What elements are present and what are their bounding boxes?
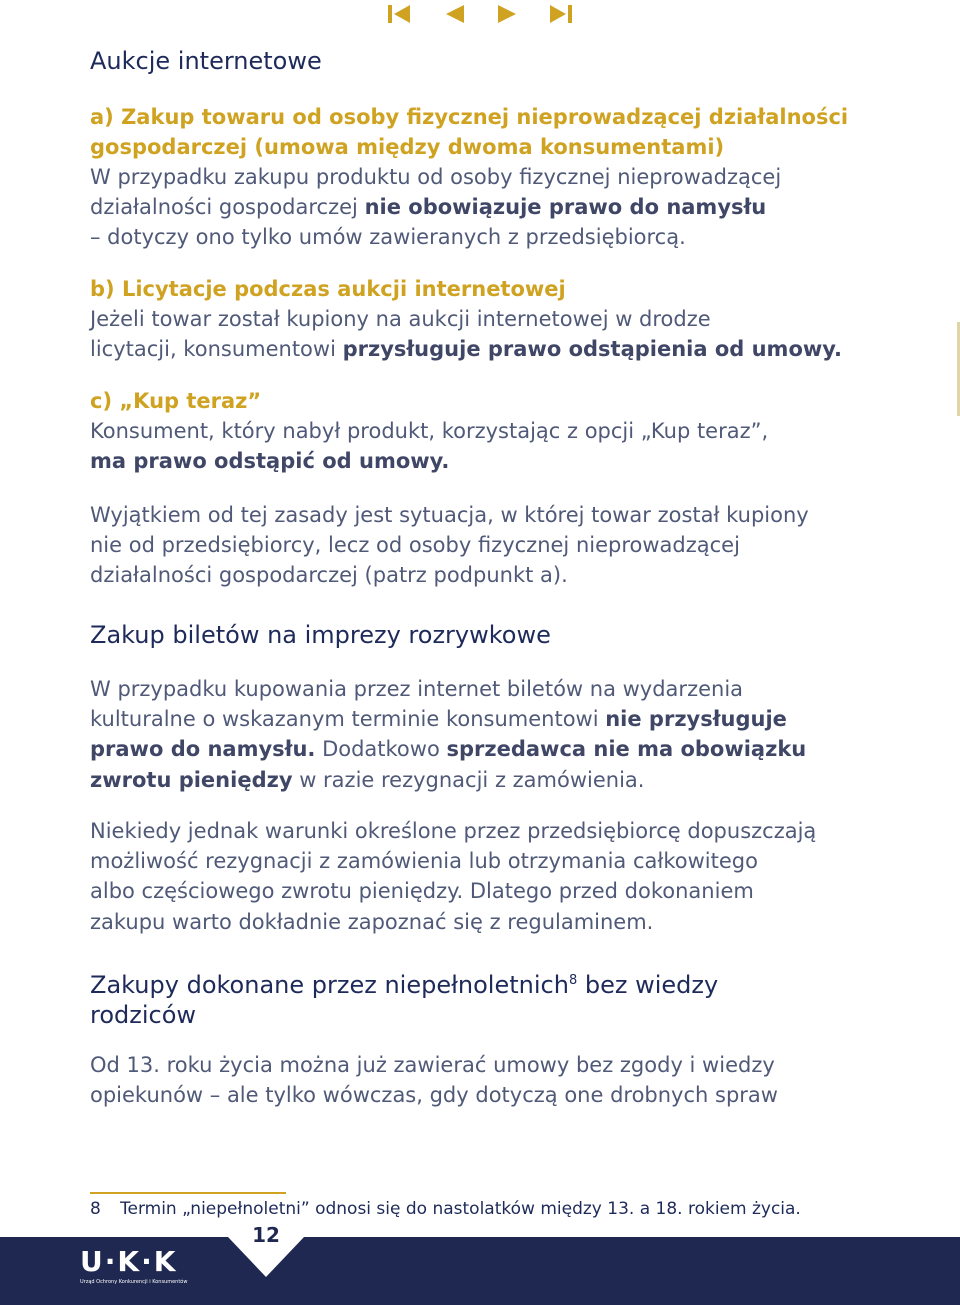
text-line <box>90 192 950 222</box>
logo-mark: U·K·K <box>80 1245 178 1278</box>
subsection-b-body <box>90 304 950 364</box>
logo-caption: Urząd Ochrony Konkurencji i Konsumentów <box>80 1279 188 1285</box>
section-title-tickets: Zakup biletów na imprezy rozrywkowe <box>90 621 551 649</box>
footnote-reference[interactable]: 8 <box>568 973 578 988</box>
subsection-a <box>90 102 950 253</box>
text-line <box>90 734 950 764</box>
subsection-c-heading: c) „Kup teraz” <box>90 389 262 413</box>
text-span: działalności gospodarczej <box>90 195 365 220</box>
text-line: W przypadku kupowania przez internet biletów na wydarzenia <box>90 677 744 701</box>
text-span: w razie rezygnacji z zamówienia. <box>292 767 645 792</box>
footnote-text: Termin „niepełnoletni” odnosi się do nastolatków między 13. a 18. rokiem życia. <box>120 1199 801 1219</box>
title-line: rodziców <box>90 1001 197 1029</box>
text-line: Od 13. roku życia można już zawierać umowy bez zgody i wiedzy <box>90 1053 775 1077</box>
previous-page-button[interactable] <box>442 2 468 26</box>
text-line: Niekiedy jednak warunki określone przez przedsiębiorcę dopuszczają <box>90 819 817 843</box>
heading-line: a) Zakup towaru od osoby fizycznej nieprowadzącej działalności <box>90 105 849 129</box>
subsection-a-heading <box>90 102 950 162</box>
previous-page-icon <box>442 2 468 26</box>
logo <box>80 1247 177 1277</box>
text-span: bez wiedzy <box>577 971 719 999</box>
text-line: Konsument, który nabył produkt, korzystając z opcji „Kup teraz”, <box>90 419 769 443</box>
heading-line: gospodarczej (umowa między dwoma konsumentami) <box>90 135 725 159</box>
text-line: Jeżeli towar został kupiony na aukcji internetowej w drodze <box>90 307 711 331</box>
section-title-auctions: Aukcje internetowe <box>90 47 322 75</box>
exception-paragraph <box>90 500 950 591</box>
next-page-button[interactable] <box>494 2 520 26</box>
text-span: Dodatkowo <box>315 737 447 762</box>
text-line: Wyjątkiem od tej zasady jest sytuacja, w której towar został kupiony <box>90 503 809 527</box>
text-span: Zakupy dokonane przez niepełnoletnich <box>90 971 569 999</box>
text-line: nie od przedsiębiorcy, lecz od osoby fizycznej nieprowadzącej <box>90 533 740 558</box>
next-page-icon <box>494 2 520 26</box>
last-page-button[interactable] <box>548 2 574 26</box>
subsection-a-body <box>90 162 950 253</box>
text-line: W przypadku zakupu produktu od osoby fizycznej nieprowadzącej <box>90 165 782 189</box>
bold-span: nie obowiązuje prawo do namysłu <box>364 195 767 220</box>
tickets-paragraph-2 <box>90 816 950 937</box>
text-line: – dotyczy ono tylko umów zawieranych z przedsiębiorcą. <box>90 225 686 250</box>
first-page-icon <box>386 2 412 26</box>
last-page-icon <box>548 2 574 26</box>
page-number: 12 <box>252 1223 280 1247</box>
section-title-minors <box>90 966 950 1030</box>
text-line <box>90 334 950 364</box>
bold-span: przysługuje prawo odstąpienia od umowy. <box>342 337 843 362</box>
text-line: zakupu warto dokładnie zapoznać się z regulaminem. <box>90 909 654 934</box>
subsection-b <box>90 274 950 364</box>
footnote-divider <box>90 1192 286 1194</box>
text-span: kulturalne o wskazanym terminie konsumentowi <box>90 707 606 732</box>
text-line: działalności gospodarczej (patrz podpunkt a). <box>90 563 568 588</box>
subsection-c <box>90 386 950 476</box>
bold-span: sprzedawca nie ma obowiązku <box>446 737 807 762</box>
text-line: albo częściowego zwrotu pieniędzy. Dlatego przed dokonaniem <box>90 879 754 904</box>
minors-paragraph <box>90 1050 950 1110</box>
text-line <box>90 704 950 734</box>
subsection-c-body <box>90 416 950 476</box>
bold-line: ma prawo odstąpić od umowy. <box>90 449 450 474</box>
text-span: licytacji, konsumentowi <box>90 337 343 362</box>
tickets-paragraph-1 <box>90 674 950 795</box>
text-line: możliwość rezygnacji z zamówienia lub otrzymania całkowitego <box>90 849 758 874</box>
text-line: opiekunów – ale tylko wówczas, gdy dotyczą one drobnych spraw <box>90 1083 778 1108</box>
first-page-button[interactable] <box>386 2 412 26</box>
title-line <box>90 966 950 1000</box>
bold-span: zwrotu pieniędzy <box>90 767 293 792</box>
bold-span: nie przysługuje <box>605 707 787 732</box>
footnote-number: 8 <box>90 1199 101 1219</box>
text-line <box>90 765 950 795</box>
subsection-b-heading: b) Licytacje podczas aukcji internetowej <box>90 277 566 301</box>
bold-span: prawo do namysłu. <box>90 737 316 762</box>
